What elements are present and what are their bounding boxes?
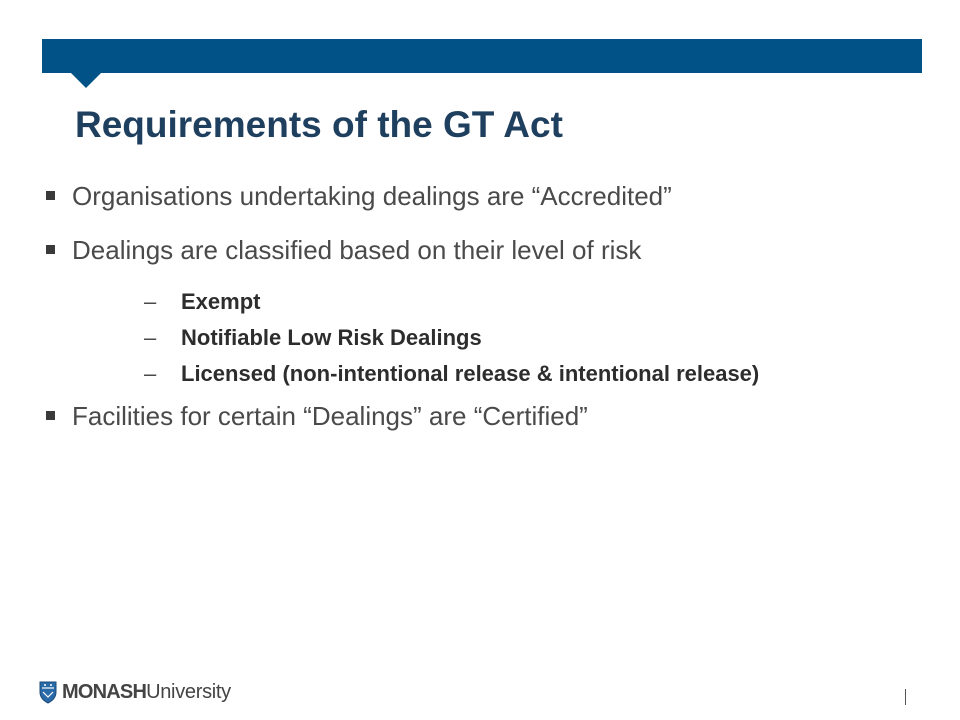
header-band-notch: [70, 72, 102, 88]
bullet-item: [44, 400, 588, 432]
bullet-item: [44, 234, 641, 266]
bullet-item: [44, 180, 672, 212]
sub-bullet-text: Licensed (non-intentional release & intentional release): [181, 361, 760, 386]
bullet-text: Organisations undertaking dealings are “Accredited”: [72, 181, 672, 211]
square-bullet-icon: [46, 245, 55, 254]
bullet-text: Facilities for certain “Dealings” are “Certified”: [72, 401, 588, 431]
page-number-separator: [905, 689, 906, 705]
bullet-text: Dealings are classified based on their level of risk: [72, 235, 642, 265]
square-bullet-icon: [46, 191, 55, 200]
monash-shield-icon: [38, 680, 58, 704]
dash-marker: –: [144, 325, 157, 350]
sub-bullet-item: [144, 284, 759, 320]
square-bullet-icon: [46, 411, 55, 420]
sub-bullet-text: Notifiable Low Risk Dealings: [181, 325, 482, 350]
logo-word-monash: MONASH: [62, 680, 147, 703]
sub-bullet-list: [144, 284, 759, 392]
monash-logo: [38, 678, 231, 706]
header-band: [42, 39, 922, 73]
dash-marker: –: [144, 361, 157, 386]
sub-bullet-item: [144, 320, 759, 356]
dash-marker: –: [144, 289, 157, 314]
sub-bullet-item: [144, 356, 759, 392]
slide-title: Requirements of the GT Act: [75, 104, 563, 145]
logo-word-university: University: [146, 680, 231, 703]
sub-bullet-text: Exempt: [181, 289, 261, 314]
